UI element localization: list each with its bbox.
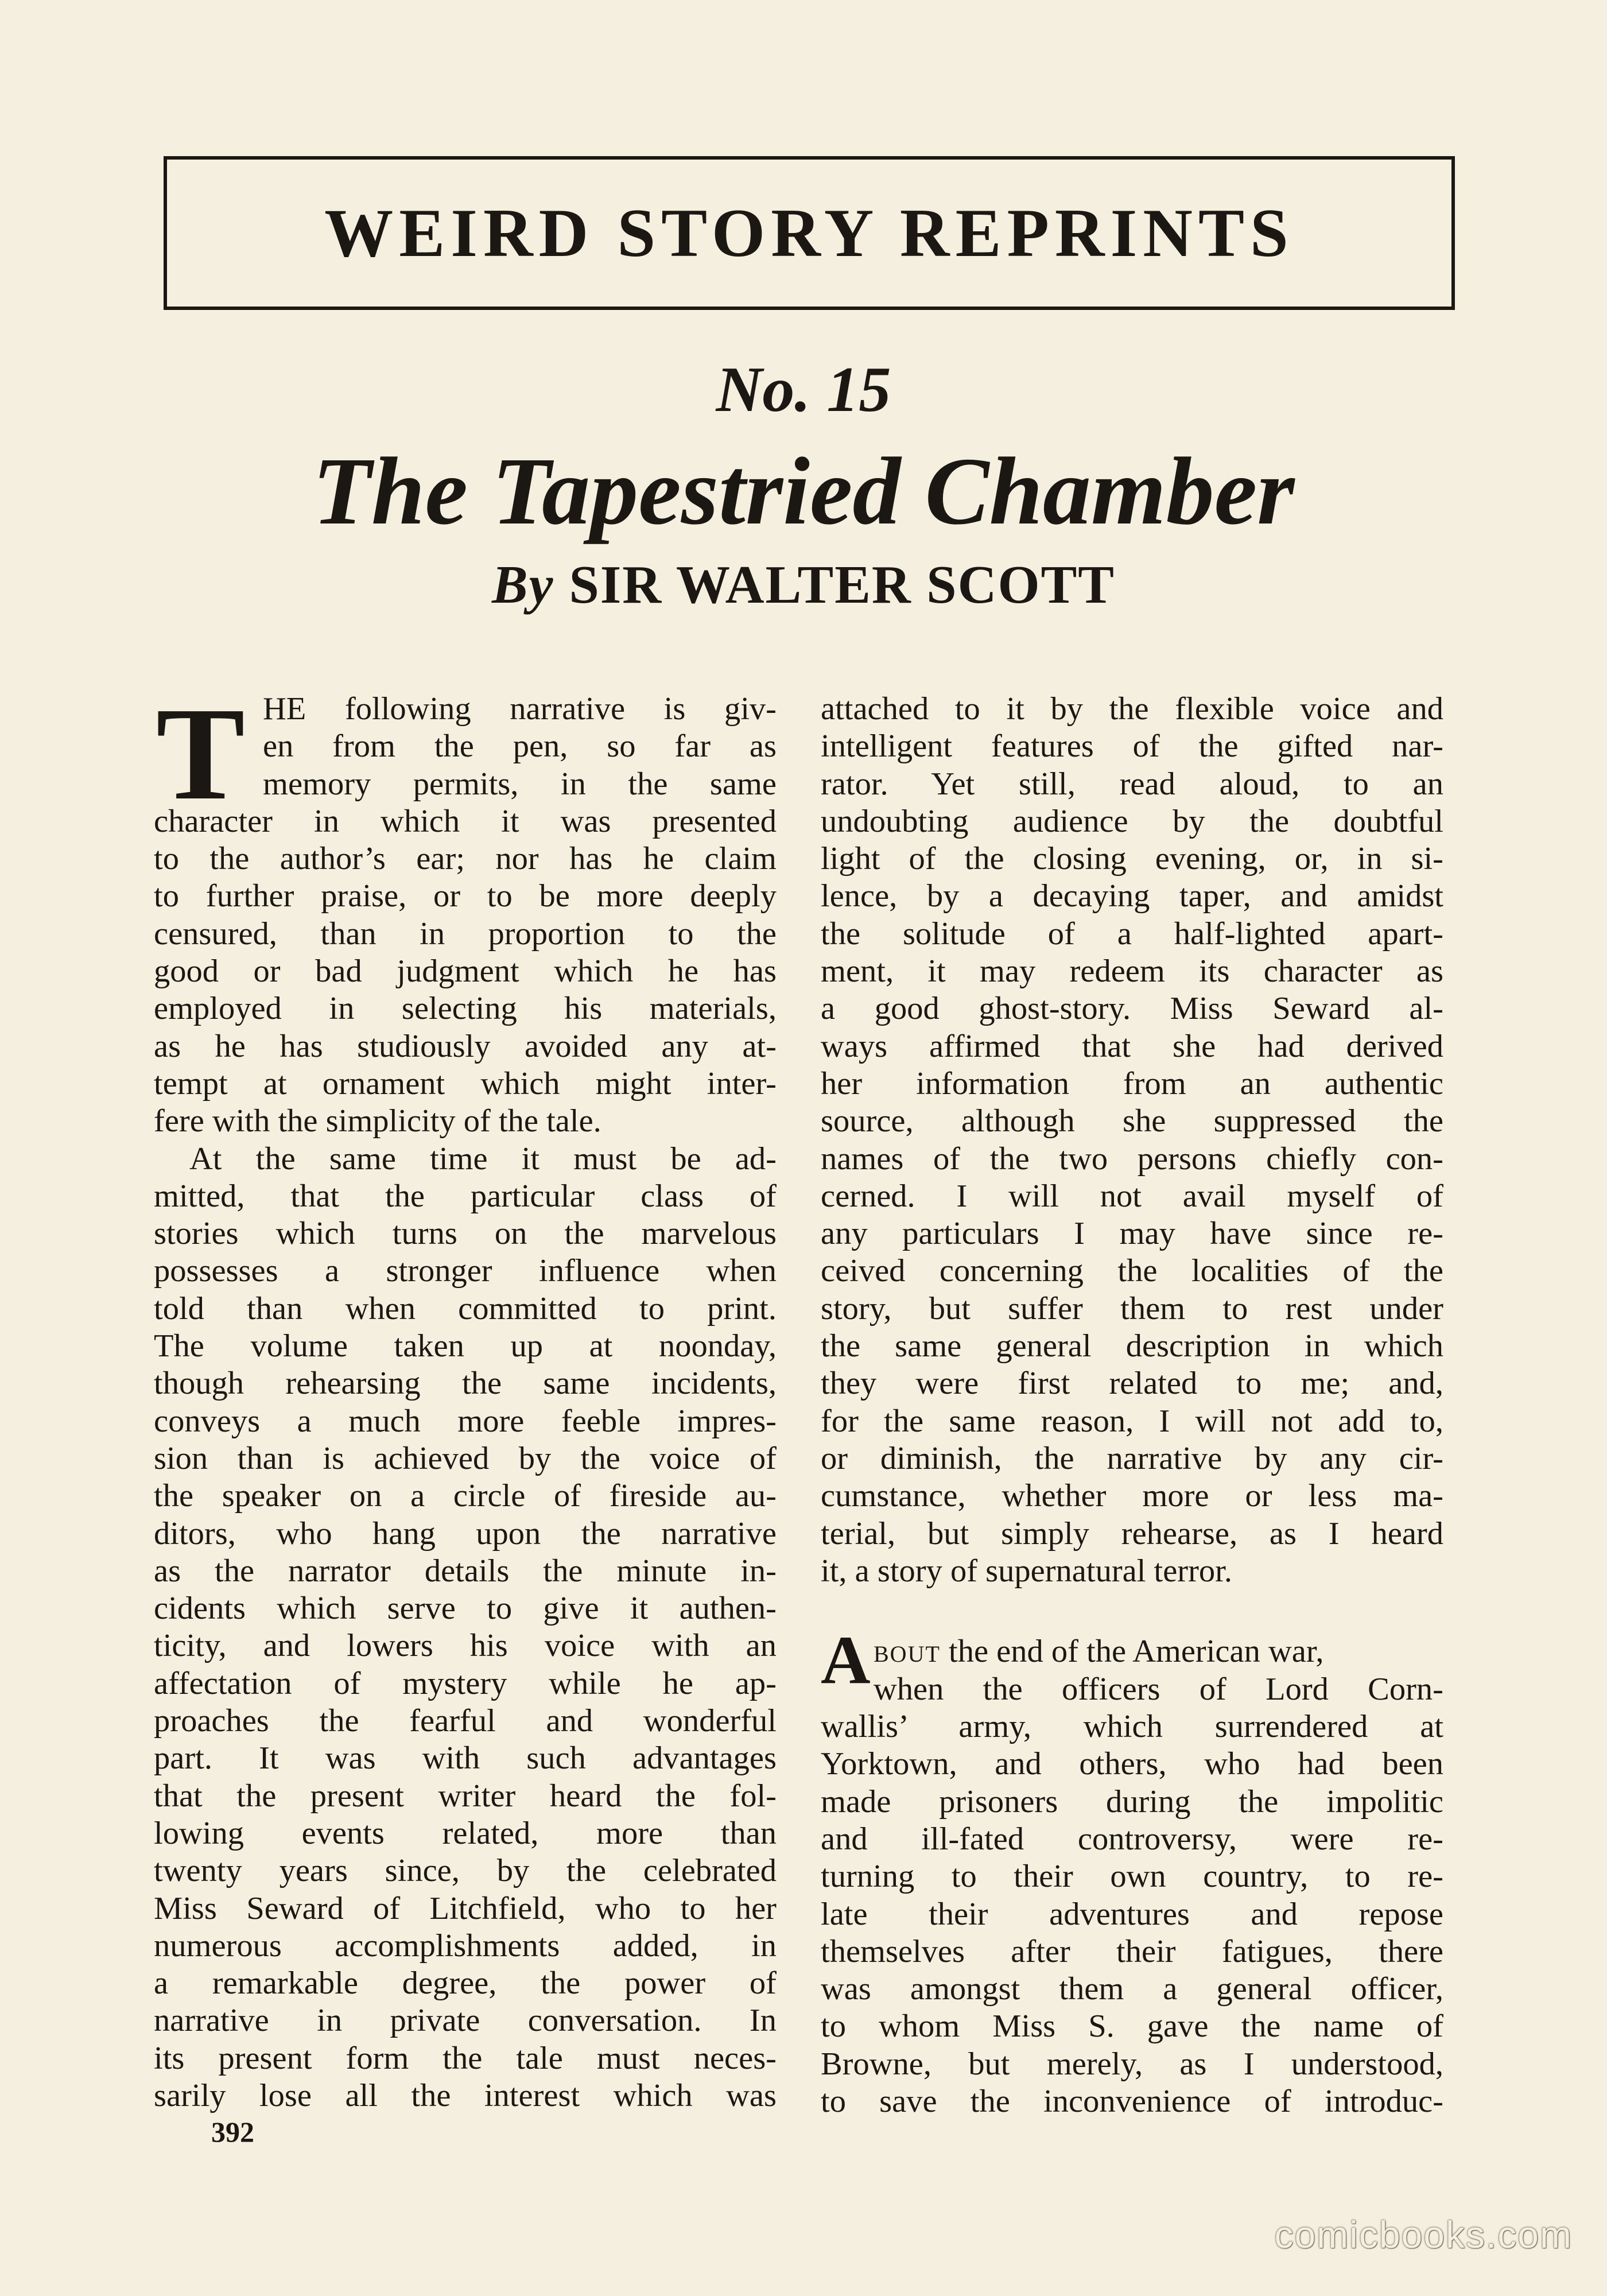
text-line: possesses a stronger influence when: [154, 1253, 777, 1289]
text-line: undoubting audience by the doubtful: [821, 803, 1443, 839]
text-line: turning to their own country, to re-: [821, 1859, 1443, 1895]
text-line: cerned. I will not avail myself of: [821, 1178, 1443, 1214]
byline-by: By: [492, 555, 554, 615]
text-line: themselves after their fatigues, there: [821, 1933, 1443, 1969]
text-line: lence, by a decaying taper, and amidst: [821, 878, 1443, 914]
text-line: ceived concerning the localities of the: [821, 1253, 1443, 1289]
text-line: her information from an authentic: [821, 1065, 1443, 1102]
byline: [0, 554, 1607, 616]
text-line: told than when committed to print.: [154, 1290, 777, 1327]
text-line: stories which turns on the marvelous: [154, 1216, 777, 1252]
text-line: to further praise, or to be more deeply: [154, 878, 777, 914]
section-gap: [821, 1590, 1443, 1627]
text-line: sion than is achieved by the voice of: [154, 1440, 777, 1476]
author-name: SIR WALTER SCOTT: [569, 555, 1115, 615]
text-line: fere with the simplicity of the tale.: [154, 1103, 601, 1139]
text-line: that the present writer heard the fol-: [154, 1778, 777, 1814]
text-line: a good ghost-story. Miss Seward al-: [821, 991, 1443, 1027]
text-line: wallis’ army, which surrendered at: [821, 1709, 1443, 1745]
text-line: attached to it by the flexible voice and: [821, 691, 1443, 727]
text-line: [821, 1633, 1443, 1670]
text-line: its present form the tale must neces-: [154, 2040, 777, 2076]
text-line: mitted, that the particular class of: [154, 1178, 777, 1214]
section-header-box: [164, 156, 1455, 310]
text-line: to whom Miss S. gave the name of: [821, 2008, 1443, 2045]
text-line: when the officers of Lord Corn-: [874, 1671, 1443, 1707]
text-line: though rehearsing the same incidents,: [154, 1366, 777, 1402]
text-line: ways affirmed that she had derived: [821, 1028, 1443, 1064]
text-line: ticity, and lowers his voice with an: [154, 1628, 777, 1664]
text-line: lowing events related, more than: [154, 1815, 777, 1851]
text-line: proaches the fearful and wonderful: [154, 1703, 777, 1739]
text-line: HE following narrative is giv-: [263, 691, 777, 727]
text-line: good or bad judgment which he has: [154, 953, 777, 990]
text-line: the same general description in which: [821, 1328, 1443, 1364]
text-line: en from the pen, so far as: [263, 728, 777, 765]
text-line: ditors, who hang upon the narrative: [154, 1515, 777, 1552]
text-line: story, but suffer them to rest under: [821, 1290, 1443, 1327]
text-line: terial, but simply rehearse, as I heard: [821, 1515, 1443, 1552]
watermark: comicbooks.com: [1274, 2213, 1573, 2256]
text-line: memory permits, in the same: [263, 766, 777, 802]
text-line: cumstance, whether more or less ma-: [821, 1478, 1443, 1514]
text-line: censured, than in proportion to the: [154, 916, 777, 952]
story-title: The Tapestried Chamber: [312, 438, 1295, 545]
text-line-rest: the end of the American war,: [940, 1634, 1324, 1670]
text-line: rator. Yet still, read aloud, to an: [821, 766, 1443, 802]
section-gap: [821, 1627, 1443, 1633]
text-line: Miss Seward of Litchfield, who to her: [154, 1890, 777, 1926]
text-line: to save the inconvenience of introduc-: [821, 2083, 1443, 2119]
story-number: No. 15: [716, 354, 891, 425]
text-line: and ill-fated controversy, were re-: [821, 1821, 1443, 1857]
text-line: names of the two persons chiefly con-: [821, 1141, 1443, 1177]
text-line: as he has studiously avoided any at-: [154, 1028, 777, 1064]
text-line: made prisoners during the impolitic: [821, 1783, 1443, 1820]
text-line: for the same reason, I will not add to,: [821, 1403, 1443, 1439]
text-line: At the same time it must be ad-: [189, 1141, 777, 1177]
small-caps-word: bout: [874, 1634, 941, 1670]
text-line: cidents which serve to give it authen-: [154, 1591, 777, 1627]
text-line: narrative in private conversation. In: [154, 2003, 777, 2039]
text-line: conveys a much more feeble impres-: [154, 1403, 777, 1439]
section-header: WEIRD STORY REPRINTS: [324, 195, 1294, 271]
text-line: twenty years since, by the celebrated: [154, 1853, 777, 1889]
text-line: they were first related to me; and,: [821, 1366, 1443, 1402]
right-column: [821, 691, 1443, 2120]
text-line: sarily lose all the interest which was: [154, 2077, 777, 2113]
text-line: as the narrator details the minute in-: [154, 1553, 777, 1589]
text-line: or diminish, the narrative by any cir-: [821, 1440, 1443, 1476]
text-line: numerous accomplishments added, in: [154, 1927, 777, 1964]
text-line: the solitude of a half-lighted apart-: [821, 916, 1443, 952]
text-line: character in which it was presented: [154, 803, 777, 839]
text-line: tempt at ornament which might inter-: [154, 1065, 777, 1102]
text-line: Browne, but merely, as I understood,: [821, 2046, 1443, 2082]
text-line: The volume taken up at noonday,: [154, 1328, 777, 1364]
drop-cap-a: A: [821, 1622, 871, 1698]
text-line: source, although she suppressed the: [821, 1103, 1443, 1139]
text-line: intelligent features of the gifted nar-: [821, 728, 1443, 765]
text-line: was amongst them a general officer,: [821, 1971, 1443, 2007]
text-line: to the author’s ear; nor has he claim: [154, 841, 777, 877]
text-line: affectation of mystery while he ap-: [154, 1665, 777, 1701]
text-line: any particulars I may have since re-: [821, 1216, 1443, 1252]
text-line: light of the closing evening, or, in si-: [821, 841, 1443, 877]
text-line: it, a story of supernatural terror.: [821, 1553, 1233, 1589]
page-number: 392: [211, 2116, 254, 2148]
left-column: [154, 691, 777, 2115]
text-line: ment, it may redeem its character as: [821, 953, 1443, 990]
text-line: employed in selecting his materials,: [154, 991, 777, 1027]
drop-cap-t: T: [156, 680, 245, 828]
text-line: late their adventures and repose: [821, 1896, 1443, 1932]
text-line: part. It was with such advantages: [154, 1740, 777, 1777]
text-line: the speaker on a circle of fireside au-: [154, 1478, 777, 1514]
text-line: a remarkable degree, the power of: [154, 1965, 777, 2002]
text-line: Yorktown, and others, who had been: [821, 1746, 1443, 1782]
